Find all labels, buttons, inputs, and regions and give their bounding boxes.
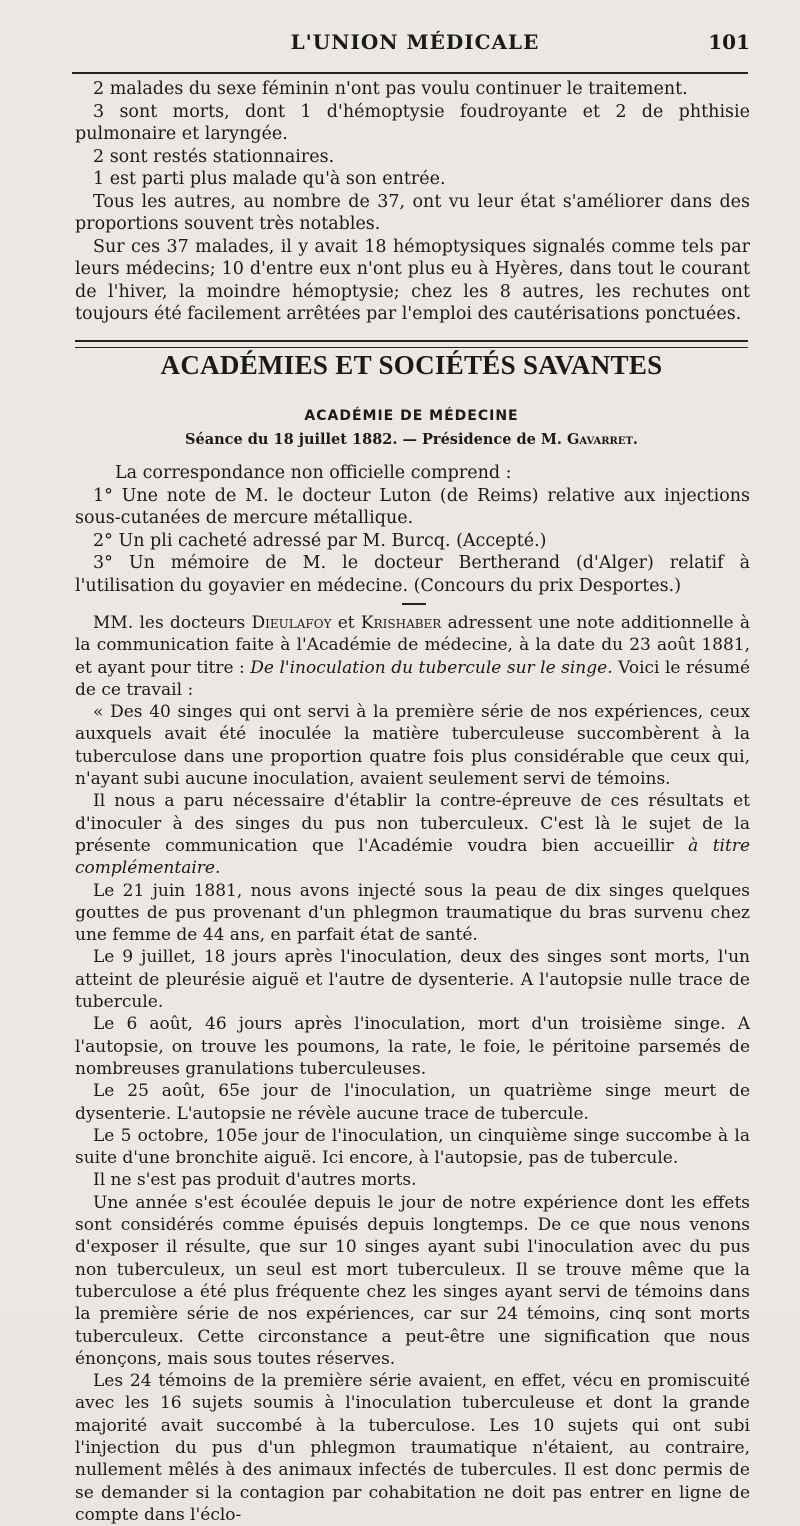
italic-phrase: à titre complémentaire. <box>75 835 750 879</box>
paragraph: Le 9 juillet, 18 jours après l'inoculation, deux des singes sont morts, l'un atteint de pleurésie aiguë et l'autre de dysenterie. A l'autopsie nulle trace de tubercule. <box>75 947 750 1013</box>
paragraph: La correspondance non officielle comprend : <box>115 463 512 483</box>
communication-title: De l'inoculation du tubercule sur le singe. <box>250 657 613 678</box>
page-number: 101 <box>708 30 750 54</box>
communication-text: adressent une note additionnelle à la communication faite à l'Académie de médecine, à la date du 23 août 1881, et ayant pour titre : <box>75 613 751 678</box>
paragraph: Il ne s'est pas produit d'autres morts. <box>93 1170 417 1191</box>
author-name: Krishaber <box>360 613 442 633</box>
paragraph: Sur ces 37 malades, il y avait 18 hémoptysiques signalés comme tels par leurs médecins; 10 d'entre eux n'ont plus eu à Hyères, dans tout le courant de l'hiver, la moindre hémoptysie; chez les 8 autres, les rechutes ont toujours été facilement arrêtées par l'emploi des cautérisations ponctuées. <box>75 236 750 324</box>
paragraph: Le 5 octobre, 105e jour de l'inoculation, un cinquième singe succombe à la suite d'une bronchite aiguë. Ici encore, à l'autopsie, pas de tubercule. <box>75 1125 750 1169</box>
paragraph: 1 est parti plus malade qu'à son entrée. <box>93 169 446 189</box>
paragraph: 2 malades du sexe féminin n'ont pas voulu continuer le traitement. <box>93 79 688 99</box>
paragraph-text: Il nous a paru nécessaire d'établir la contre-épreuve de ces résultats et d'inoculer à des singes du pus non tuberculeux. C'est là le sujet de la présente communication que l'Académie voudra bien accueillir <box>75 791 750 856</box>
lead-text: MM. les docteurs <box>93 613 246 633</box>
communication-paragraph <box>75 612 750 701</box>
paragraph: « Des 40 singes qui ont servi à la première série de nos expériences, ceux auxquels avait été inoculée la matière tuberculeuse succombèrent à la tuberculose dans une proportion quatre fois plus considérable que ceux qui, n'ayant subi aucune inoculation, avaient seulement servi de témoins. <box>75 702 750 790</box>
session-president: Gavarret. <box>567 431 638 448</box>
list-item: 1° Une note de M. le docteur Luton (de Reims) relative aux injections sous-cutanées de mercure métallique. <box>75 485 750 528</box>
summary-intro: Voici le résumé de ce travail : <box>75 657 751 700</box>
intro-text <box>75 78 750 326</box>
list-item: 2° Un pli cacheté adressé par M. Burcq. (Accepté.) <box>93 530 547 551</box>
paragraph: Une année s'est écoulée depuis le jour de notre expérience dont les effets sont considérés comme épuisés depuis longtemps. De ce que nous venons d'exposer il résulte, que sur 10 singes ayant subi l'inoculation avec du pus non tuberculeux, un seul est mort tuberculeux. Il se trouve même que la tuberculose a été plus fréquente chez les singes ayant servi de témoins dans la première série de nos expériences, car sur 24 témoins, cinq sont morts tuberculeux. Cette circonstance a peut-être une signification que nous énonçons, mais sous toutes réserves. <box>75 1192 750 1369</box>
communication-body <box>75 612 750 1526</box>
session-line <box>75 431 748 448</box>
section-title: ACADÉMIES ET SOCIÉTÉS SAVANTES <box>160 350 663 380</box>
section-divider <box>75 340 748 348</box>
session-text: Séance du 18 juillet 1882. — Présidence de M. <box>185 431 562 448</box>
running-title: L'UNION MÉDICALE <box>290 30 540 54</box>
header-rule <box>72 72 748 74</box>
author-name: Dieulafoy <box>251 613 332 633</box>
conjunction: et <box>337 613 355 633</box>
paragraph: Le 25 août, 65e jour de l'inoculation, un quatrième singe meurt de dysenterie. L'autopsie ne révèle aucune trace de tubercule. <box>75 1081 750 1124</box>
paragraph: 2 sont restés stationnaires. <box>93 146 335 167</box>
page-header <box>80 30 750 60</box>
paragraph <box>75 790 750 879</box>
paragraph: Le 6 août, 46 jours après l'inoculation, mort d'un troisième singe. A l'autopsie, on trouve les poumons, la rate, le foie, le péritoine parsemés de nombreuses granulations tuberculeuses. <box>75 1014 750 1079</box>
list-item: 3° Un mémoire de M. le docteur Bertherand (d'Alger) relatif à l'utilisation du goyavier en médecine. (Concours du prix Desportes.) <box>75 553 750 596</box>
paragraph: Le 21 juin 1881, nous avons injecté sous la peau de dix singes quelques gouttes de pus provenant d'un phlegmon traumatique du bras survenu chez une femme de 44 ans, en parfait état de santé. <box>75 880 750 946</box>
correspondance-list <box>75 462 750 597</box>
academy-heading: ACADÉMIE DE MÉDECINE <box>304 408 519 424</box>
paragraph: Tous les autres, au nombre de 37, ont vu leur état s'améliorer dans des proportions souvent très notables. <box>75 191 750 234</box>
paragraph: Les 24 témoins de la première série avaient, en effet, vécu en promiscuité avec les 16 sujets soumis à l'inoculation tuberculeuse et dont la grande majorité avait succombé à la tuberculose. Les 10 sujets qui ont subi l'injection du pus d'un phlegmon traumatique n'étaient, au contraire, nullement mêlés à des animaux infectés de tubercules. Il est donc permis de se demander si la contagion par cohabitation ne doit pas entrer en ligne de compte dans l'éclo- <box>75 1371 750 1525</box>
separator-dash <box>402 603 426 605</box>
paragraph: 3 sont morts, dont 1 d'hémoptysie foudroyante et 2 de phthisie pulmonaire et laryngée. <box>75 101 750 144</box>
